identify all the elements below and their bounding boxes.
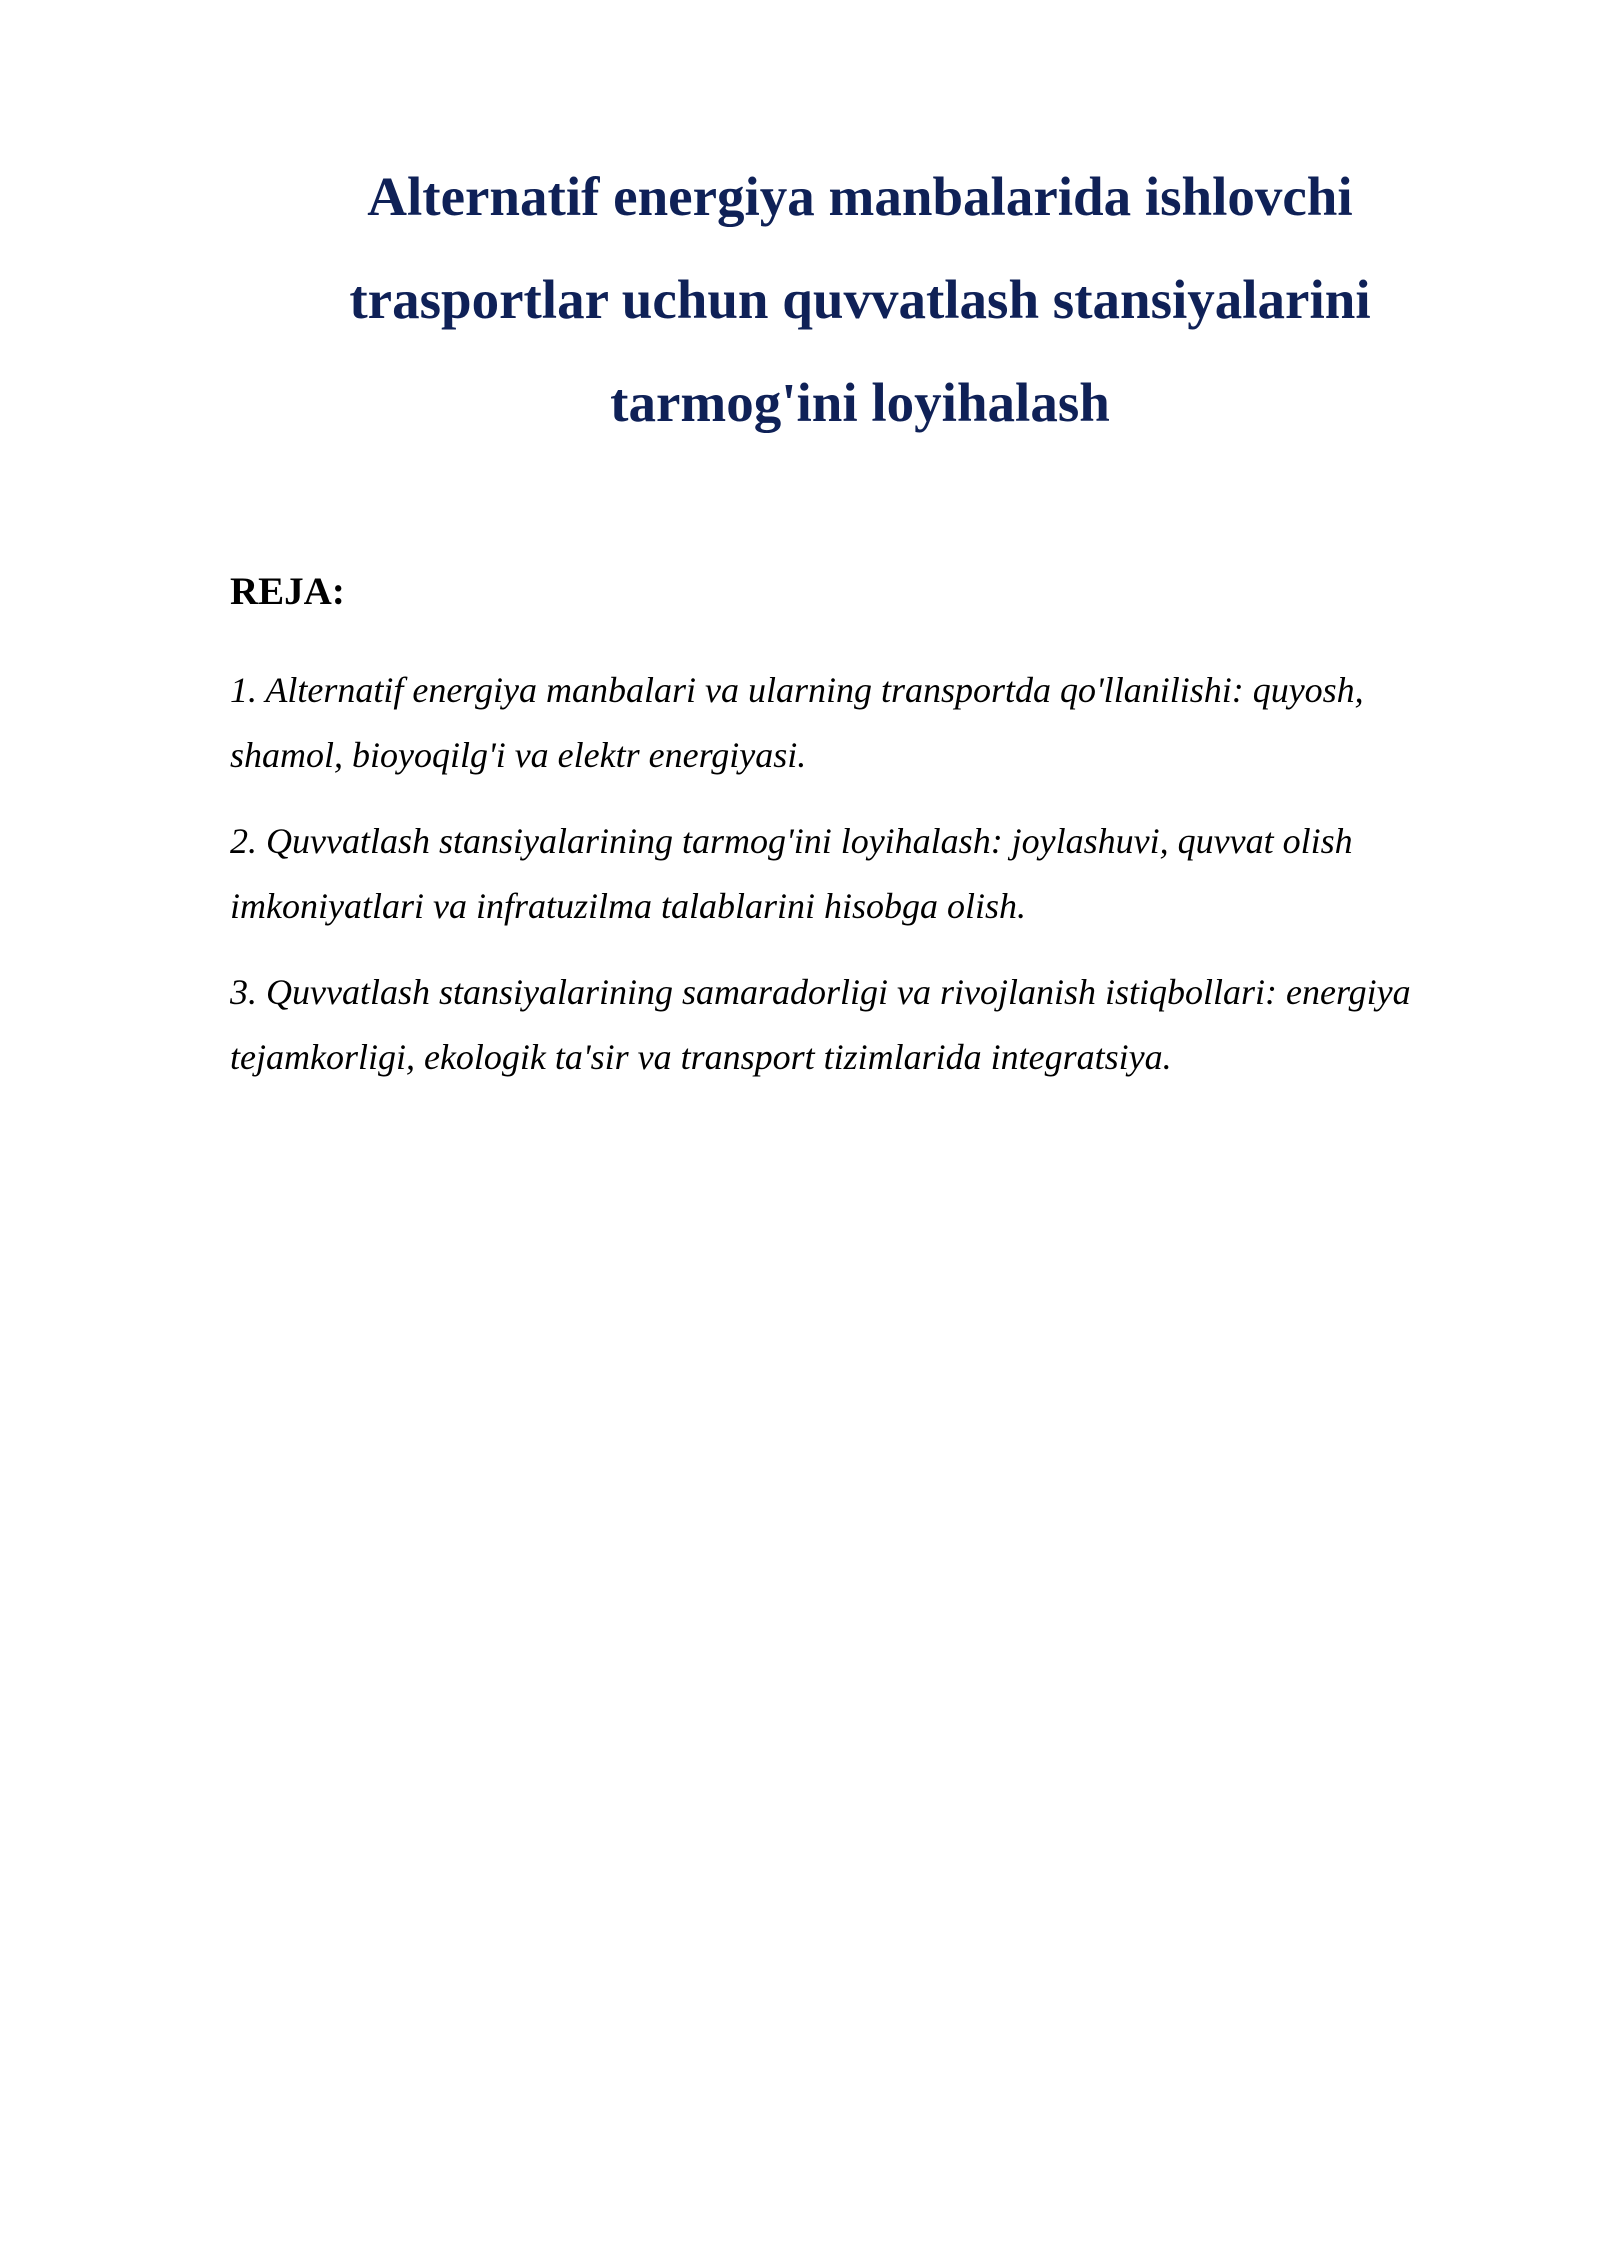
plan-list xyxy=(230,658,1490,1111)
title-line: Alternatif energiya manbalarida ishlovchi xyxy=(367,166,1353,227)
title-line: trasportlar uchun quvvatlash stansiyalarini xyxy=(349,269,1371,330)
plan-item xyxy=(230,809,1490,939)
plan-item-line: 2. Quvvatlash stansiyalarining tarmog'ini loyihalash: joylashuvi, quvvat olish xyxy=(230,821,1353,861)
document-title xyxy=(230,145,1490,454)
plan-item-line: shamol, bioyoqilg'i va elektr energiyasi. xyxy=(230,735,807,775)
plan-item-line: 1. Alternatif energiya manbalari va ularning transportda qo'llanilishi: quyosh, xyxy=(230,670,1364,710)
plan-item-line: tejamkorligi, ekologik ta'sir va transport tizimlarida integratsiya. xyxy=(230,1037,1172,1077)
title-line: tarmog'ini loyihalash xyxy=(610,372,1110,433)
plan-item xyxy=(230,658,1490,788)
plan-item-line: 3. Quvvatlash stansiyalarining samaradorligi va rivojlanish istiqbollari: energiya xyxy=(230,972,1411,1012)
plan-heading: REJA: xyxy=(230,570,345,613)
plan-item xyxy=(230,960,1490,1090)
plan-item-line: imkoniyatlari va infratuzilma talablarini hisobga olish. xyxy=(230,886,1027,926)
